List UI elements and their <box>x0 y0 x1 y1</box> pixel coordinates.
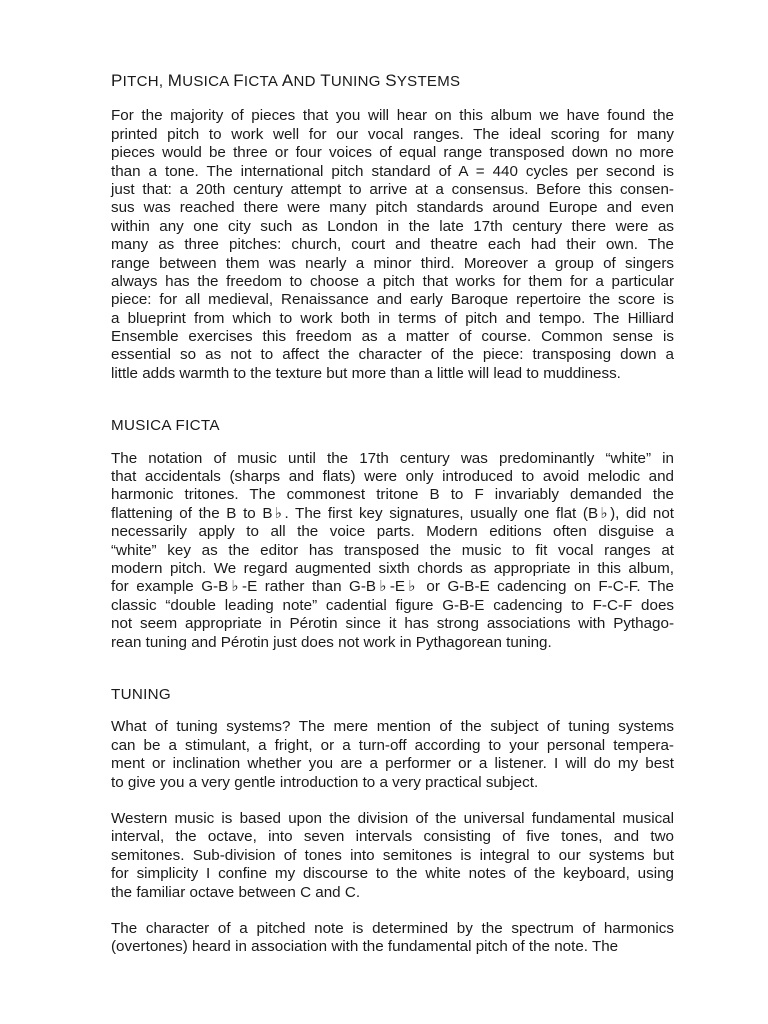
text-line: essential so as not to affect the character of the piece: transposing down a <box>111 346 674 364</box>
text-line: For the majority of pieces that you will hear on this album we have found the <box>111 107 674 125</box>
text-line: within any one city such as London in the late 17th century there were as <box>111 217 674 235</box>
paragraph <box>111 450 674 652</box>
text-line: printed pitch to work well for our vocal ranges. The ideal scoring for many <box>111 125 674 143</box>
text-line: The character of a pitched note is determined by the spectrum of harmonics <box>111 919 674 937</box>
text-line: necessarily apply to all the voice parts. Modern editions often disguise a <box>111 523 674 541</box>
text-line: flattening of the B to B♭. The first key signatures, usually one flat (B♭), did not <box>111 504 674 522</box>
text-line: many as three pitches: church, court and theatre each had their own. The <box>111 236 674 254</box>
text-line: harmonic tritones. The commonest tritone B to F invariably demanded the <box>111 486 674 504</box>
paragraph <box>111 107 674 383</box>
section-heading: MUSICA FICTA <box>111 417 220 435</box>
text-line: (overtones) heard in association with the fundamental pitch of the note. The <box>111 938 619 956</box>
text-line: the familiar octave between C and C. <box>111 883 361 901</box>
document-page <box>111 72 674 975</box>
text-line: range between them was nearly a minor third. Moreover a group of singers <box>111 254 674 272</box>
text-line: “white” key as the editor has transposed the music to fit vocal ranges at <box>111 541 674 559</box>
text-line: a blueprint from which to work both in terms of pitch and tempo. The Hilliard <box>111 309 674 327</box>
section-heading: TUNING <box>111 685 172 703</box>
text-line: Ensemble exercises this freedom as a matter of course. Common sense is <box>111 328 674 346</box>
text-line: interval, the octave, into seven intervals consisting of five tones, and two <box>111 828 674 846</box>
text-line: classic “double leading note” cadential figure G-B-E cadencing to F-C-F does <box>111 596 674 614</box>
page-title: PITCH, MUSICA FICTA AND TUNING SYSTEMS <box>111 71 461 90</box>
text-line: always has the freedom to choose a pitch that works for them for a particular <box>111 272 674 290</box>
text-line: semitones. Sub-division of tones into semitones is integral to our systems but <box>111 846 674 864</box>
paragraph <box>111 810 674 902</box>
text-line: What of tuning systems? The mere mention of the subject of tuning systems <box>111 718 674 736</box>
paragraph <box>111 718 674 792</box>
text-line: for example G-B♭-E rather than G-B♭-E♭ or G-B-E cadencing on F-C-F. The <box>111 578 674 596</box>
text-line: modern pitch. We regard augmented sixth chords as appropriate in this album, <box>111 560 674 578</box>
text-line: can be a stimulant, a fright, or a turn-off according to your personal tempera- <box>111 736 674 754</box>
text-line: to give you a very gentle introduction to a very practical subject. <box>111 773 539 791</box>
paragraph <box>111 920 674 957</box>
text-line: that accidentals (sharps and flats) were only introduced to avoid melodic and <box>111 468 674 486</box>
text-line: rean tuning and Pérotin just does not work in Pythagorean tuning. <box>111 633 552 651</box>
text-line: ment or inclination whether you are a performer or a listener. I will do my best <box>111 755 674 773</box>
text-line: little adds warmth to the texture but more than a little will lead to muddiness. <box>111 364 621 382</box>
text-line: The notation of music until the 17th century was predominantly “white” in <box>111 449 674 467</box>
text-line: pieces would be three or four voices of equal range transposed down no more <box>111 144 674 162</box>
text-line: than a tone. The international pitch standard of A = 440 cycles per second is <box>111 162 674 180</box>
text-line: just that: a 20th century attempt to arrive at a consensus. Before this consen- <box>111 180 674 198</box>
text-line: Western music is based upon the division of the universal fundamental musical <box>111 809 674 827</box>
text-line: piece: for all medieval, Renaissance and early Baroque repertoire the score is <box>111 291 674 309</box>
text-line: sus was reached there were many pitch standards around Europe and even <box>111 199 674 217</box>
text-line: not seem appropriate in Pérotin since it has strong associations with Pythago- <box>111 615 674 633</box>
text-line: for simplicity I confine my discourse to the white notes of the keyboard, using <box>111 865 674 883</box>
